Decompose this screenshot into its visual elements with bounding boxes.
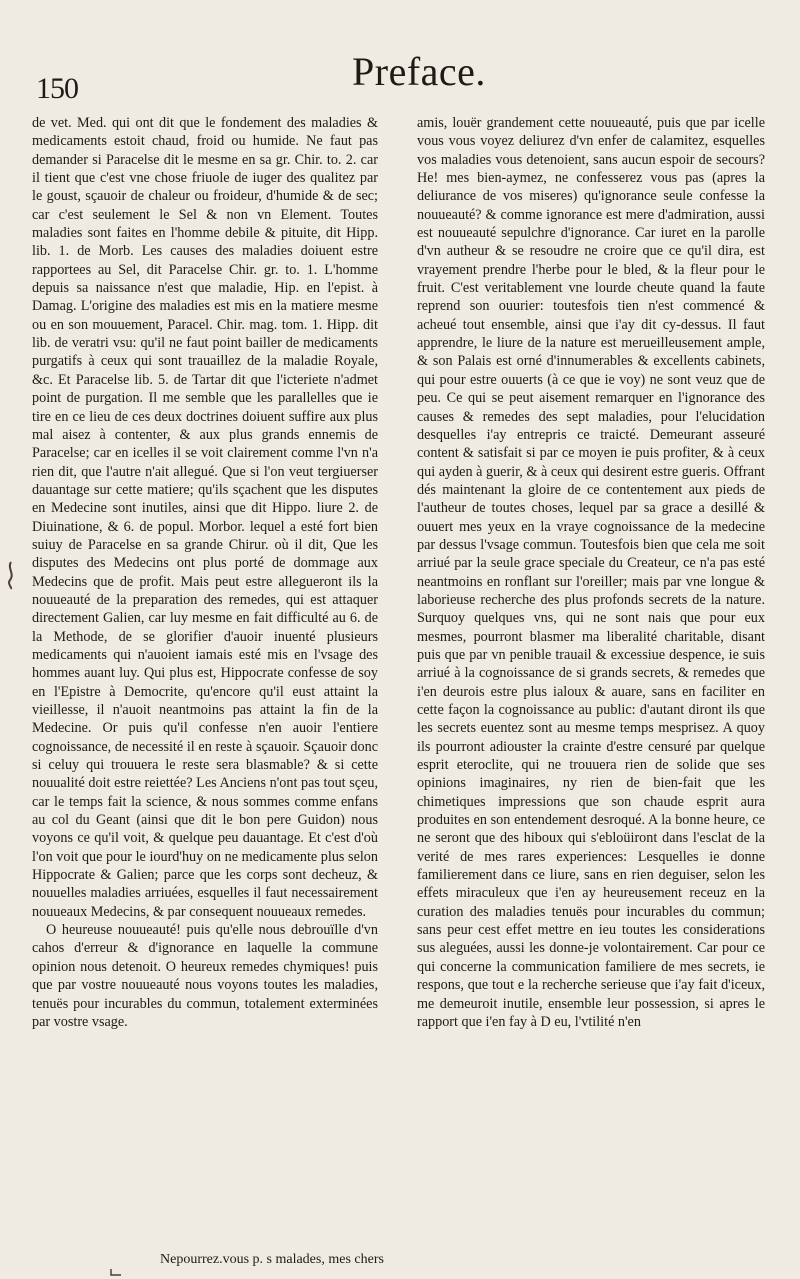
right-paragraph: amis, louër grandement cette nouueauté, puis que par icelle vous vous voyez deliurez d'vn enfer de calamitez, esquelles vos maladies vous detenoient, sans aucun espoir de secours? He! mes bien-aymez, ne confesserez vous pas (apres la deliurance de vos miseres) qu'ignorance seule confesse la nouueauté? & comme ignorance est mere d'admiration, aussi est nouueauté sepulchre d'ignorance. Car iuret en la parolle d'vn autheur & se resoudre ne croire que ce qu'il dira, est vrayement prendre l'herbe pour le bled, & la fleur pour le fruit. C'est veritablement vne lourde cheute quand la faute reprend son ouurier: toutesfois tien n'est commencé & acheué tout ensemble, ainsi que i'ay dit cy-dessus. Il faut apprendre, le liure de la nature est merueilleusement ample, & son Palais est orné d'innumerables & excellents cabinets, qui pour estre ouuerts (à ce que ie voy) ne sont veuz que de peu. Ce qui se peut aisement remarquer en l'ignorance des causes & remedes des sept maladies, pour l'elucidation desquelles i'ay entrepris ce traicté. Demeurant asseuré content & satisfait si par ce moyen ie puis profiter, & à ceux qui ayden à guerir, & à ceux qui desirent estre gueris. Offrant dés maintenant la gloire de ce contentement aux pieds de l'autheur de toutes choses, lequel par sa grace a desillé & ouuert mes yeux en la vraye cognoissance de la medecine par dessus l'vsage commun. Toutesfois bien que cela me soit arriué par la seule grace speciale du Createur, ce n'a pas esté neantmoins en ronflant sur l'oreiller; mais par vne longue & laborieuse recherche des plus profonds secrets de la nature. Surquoy quelques vns, qui ne sont nais que pour eux mesmes, pourront blasmer ma liberalité charitable, disant puis que par vn penible trauail & excessiue despence, ie suis arriué à la cognoissance de si grands secrets, & remedes que i'en deurois estre plus ialoux & auare, sans en faciliter en cette façon la cognoissance au public: d'autant diront ils que les secrets euentez sont au mesme temps mesprisez. A quoy ils pourront adiouster la crainte d'estre censuré par quelque esprit eteroclite, qui ne trouuera rien de solide que ses opinions imaginaires, ny rien de bien-fait que les chimetiques impressions que son chaude esprit aura produites en son entendement desroqué. A la bonne heure, ce ne seront que des hiboux qui s'ebloüiront dans l'esclat de la verité de mes rares experiences: Lesquelles ie donne familierement dans ce liure, sans en rien deguiser, selon les effets miraculeux que i'en ay heureusement receuz en la curation des maladies tenuës pour incurables du commun; sans peur cest effet mettre en ieu toutes les considerations sus aleguées, aussi les donne-je volontairement. Car pour ce qui concerne la communication familiere de mes secrets, ie respons, que tout e la recherche serieuse que i'ay fait d'iceux, me demeuroit inutile, ensemble leur possession, si apres le rapport que i'en fay à D eu, l'vtilité n'en bbox=[417, 115, 765, 1030]
catchword: Nepourrez.vous p. s malades, mes chers bbox=[160, 1252, 384, 1267]
left-text-column bbox=[32, 114, 378, 1031]
running-title: Preface. bbox=[352, 49, 486, 94]
page-number: 150 bbox=[36, 72, 78, 105]
left-paragraph: de vet. Med. qui ont dit que le fondement des maladies & medicaments estoit chaud, froid ou humide. Ne faut pas demander si Paracelse dit le mesme en sa gr. Chir. to. 2. car il tient que c'est vne chose friuole de iuger des qualitez par le goust, sçauoir de chaleur ou froideur, d'humide & de sec; car c'est seulement le Sel & non vn Element. Toutes maladies sont faites en l'homme debile & pituite, dit Hipp. lib. 1. de Morb. Les causes des maladies doiuent estre rapportees au Sel, dit Paracelse Chir. gr. to. 1. L'homme depuis sa naissance n'est que maladie, Hip. en l'epist. à Damag. L'origine des maladies est mis en la matiere mesme ou en son mouuement, Paracel. Chir. mag. tom. 1. Hipp. dit lib. de veratri vsu: qu'il ne faut point bailler de medicaments purgatifs à ceux qui sont trauaillez de la maladie Royale, &c. Et Paracelse lib. 5. de Tartar dit que l'icteriete n'admet point de purgation. Il me semble que les parallelles que ie tire en ce lieu de ces deux doctrines doiuent suffire aux plus mal aisez à contenter, & aux plus grands ennemis de Paracelse; car en icelles il se voit clairement comme l'vn n'a rien dit, que l'autre n'ait allegué. Que si l'on veut tergiuerser dauantage sur cette matiere; qu'ils sçachent que les disputes en Medecine sont inutiles, ainsi que dit Hippo. liure 2. de Diuinatione, & 6. de popul. Morbor. lequel a esté fort bien suiuy de Paracelse en sa grande Chirur. où il dit, Que les disputes des Medecins ont plus porté de dommage aux Medecins que de profit. Mais peut estre allegueront ils la nouueauté de la preparation des remedes, qui est attaquer directement Galien, car luy mesme en fait difficulté au 6. de la Methode, de se glorifier d'auoir inuenté plusieurs medicaments qui n'auoient iamais esté mis en l'vsage des hommes auant luy. Qui plus est, Hippocrate confesse de soy en l'Epistre à Democrite, qu'encore qu'il eust attaint la vieillesse, il n'auoit neantmoins pas attaint la fin de la Medecine. Or puis qu'il confesse n'en auoir l'entiere cognoissance, de necessité il en reste à sçauoir. Sçauoir donc si celuy qui trouuera le reste sera blasmable? & si cette nouualité doit estre reiettée? Les Anciens n'ont pas tout sçeu, car le temps fait la science, & nous sommes comme enfans au col du Geant (ainsi que dit le bon pere Guidon) nous voyons ce qu'il voit, & quelque peu dauantage. Et c'est d'où l'on voit que pour le iourd'huy on ne medicamente plus selon Hippocrate & Galien; parce que les corps sont decheuz, & nouuelles maladies arriuées, esquelles il faut necessairement nouueaux Medecins, & par consequent nouueaux remedes. bbox=[32, 115, 378, 920]
left-paragraph: O heureuse nouueauté! puis qu'elle nous debrouïlle d'vn cahos d'erreur & d'ignorance en laquelle la commune opinion nous detenoit. O heureux remedes chymiques! puis que par vostre nouueauté nous voyons toutes les maladies, tenuës pour incurables du commun, totalement exterminées par vostre vsage. bbox=[32, 922, 378, 1030]
right-text-column bbox=[417, 114, 765, 1031]
signature-corner-mark bbox=[110, 1268, 122, 1276]
margin-hand-mark bbox=[4, 560, 18, 590]
